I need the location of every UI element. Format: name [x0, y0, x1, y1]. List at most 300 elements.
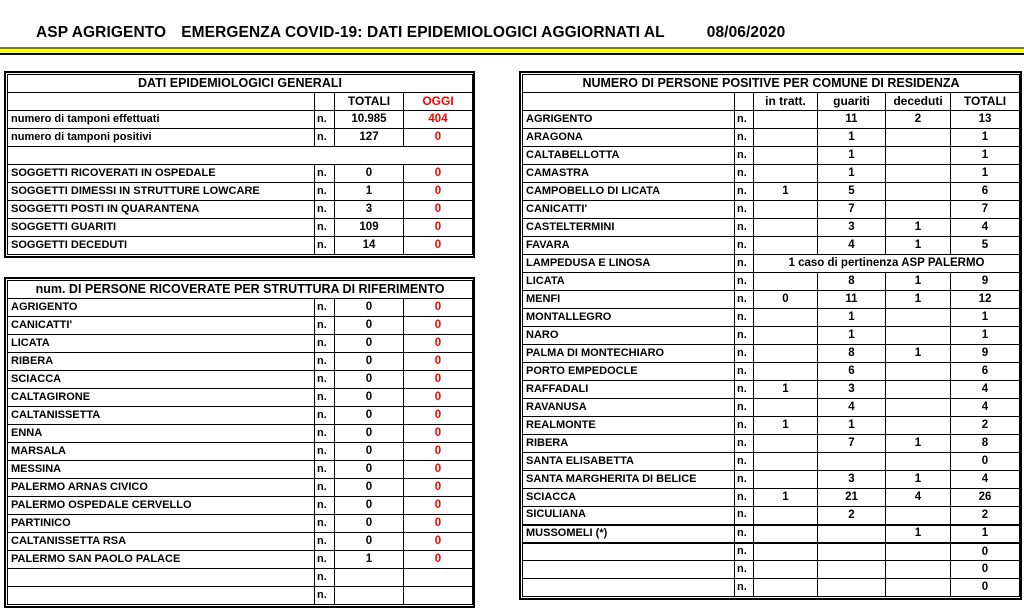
in-tratt-cell: [754, 453, 818, 471]
deceduti-cell: 1: [886, 219, 951, 237]
ricoverate-table-title: num. DI PERSONE RICOVERATE PER STRUTTURA DI RIFERIMENTO: [8, 281, 473, 299]
general-table-grid: [7, 74, 473, 255]
table-row: [8, 165, 473, 183]
totali-cell: 2: [951, 507, 1020, 525]
deceduti-cell: [886, 453, 951, 471]
empty-header-cell: [735, 93, 754, 111]
row-label: MESSINA: [8, 461, 315, 479]
n-cell: n.: [735, 579, 754, 597]
deceduti-cell: [886, 309, 951, 327]
n-cell: n.: [315, 317, 335, 335]
comune-label: SANTA MARGHERITA DI BELICE: [523, 471, 735, 489]
guariti-cell: [818, 579, 886, 597]
deceduti-cell: [886, 183, 951, 201]
comune-label: CAMASTRA: [523, 165, 735, 183]
in-tratt-cell: [754, 471, 818, 489]
deceduti-cell: 1: [886, 435, 951, 453]
ricoverate-table-grid: [7, 280, 473, 605]
n-cell: n.: [735, 471, 754, 489]
comune-label: MONTALLEGRO: [523, 309, 735, 327]
guariti-cell: 3: [818, 219, 886, 237]
totali-cell: 127: [335, 129, 404, 147]
empty-header-cell: [8, 93, 315, 111]
deceduti-cell: 1: [886, 291, 951, 309]
table-row: [523, 327, 1020, 345]
in-tratt-cell: [754, 399, 818, 417]
n-cell: n.: [315, 389, 335, 407]
totali-column-header: TOTALI: [951, 93, 1020, 111]
n-cell: n.: [315, 353, 335, 371]
in-tratt-cell: [754, 165, 818, 183]
table-row: [523, 543, 1020, 561]
table-row: [8, 479, 473, 497]
note-span-cell: 1 caso di pertinenza ASP PALERMO: [754, 255, 1020, 273]
oggi-cell: 0: [404, 201, 473, 219]
totali-cell: 0: [335, 425, 404, 443]
table-row: [523, 219, 1020, 237]
totali-cell: 0: [951, 561, 1020, 579]
guariti-cell: 1: [818, 309, 886, 327]
table-row: [523, 183, 1020, 201]
oggi-column-header: OGGI: [404, 93, 473, 111]
guariti-cell: 5: [818, 183, 886, 201]
oggi-cell: 0: [404, 551, 473, 569]
row-label: CALTANISSETTA: [8, 407, 315, 425]
row-label: RIBERA: [8, 353, 315, 371]
totali-cell: 1: [335, 551, 404, 569]
n-cell: n.: [735, 345, 754, 363]
table-row: [8, 497, 473, 515]
guariti-cell: 3: [818, 471, 886, 489]
totali-cell: 0: [335, 533, 404, 551]
totali-cell: 6: [951, 183, 1020, 201]
deceduti-cell: [886, 381, 951, 399]
totali-cell: 5: [951, 237, 1020, 255]
n-cell: n.: [315, 587, 335, 605]
totali-cell: 0: [335, 479, 404, 497]
comune-label: MUSSOMELI (*): [523, 525, 735, 543]
totali-cell: 9: [951, 273, 1020, 291]
guariti-cell: 8: [818, 273, 886, 291]
n-cell: n.: [735, 489, 754, 507]
totali-cell: 0: [335, 335, 404, 353]
deceduti-cell: [886, 561, 951, 579]
table-row: [8, 183, 473, 201]
table-row: [523, 453, 1020, 471]
table-row: [8, 147, 473, 165]
totali-cell: 1: [951, 525, 1020, 543]
comune-label: LAMPEDUSA E LINOSA: [523, 255, 735, 273]
n-cell: n.: [315, 479, 335, 497]
deceduti-cell: [886, 147, 951, 165]
totali-cell: 0: [335, 165, 404, 183]
table-row: [523, 345, 1020, 363]
oggi-cell: 0: [404, 443, 473, 461]
n-cell: n.: [735, 399, 754, 417]
comune-label: CALTABELLOTTA: [523, 147, 735, 165]
row-label: MARSALA: [8, 443, 315, 461]
totali-cell: 0: [335, 407, 404, 425]
totali-column-header: TOTALI: [335, 93, 404, 111]
comune-label: REALMONTE: [523, 417, 735, 435]
guariti-cell: [818, 561, 886, 579]
comuni-table-grid: [522, 74, 1020, 597]
in-tratt-cell: [754, 237, 818, 255]
n-cell: n.: [735, 291, 754, 309]
table-row: [523, 363, 1020, 381]
deceduti-cell: [886, 165, 951, 183]
deceduti-column-header: deceduti: [886, 93, 951, 111]
n-cell: n.: [315, 551, 335, 569]
in-tratt-cell: [754, 561, 818, 579]
row-label: numero di tamponi positivi: [8, 129, 315, 147]
oggi-cell: 0: [404, 533, 473, 551]
deceduti-cell: [886, 363, 951, 381]
table-row: [523, 381, 1020, 399]
table-row: [8, 533, 473, 551]
totali-cell: 14: [335, 237, 404, 255]
in-tratt-cell: 1: [754, 381, 818, 399]
n-cell: n.: [735, 525, 754, 543]
totali-cell: 1: [335, 183, 404, 201]
blank-row-cell: [8, 147, 473, 165]
row-label: ENNA: [8, 425, 315, 443]
totali-cell: 4: [951, 471, 1020, 489]
table-row: [8, 237, 473, 255]
table-row: [523, 237, 1020, 255]
table-row: [523, 147, 1020, 165]
table-row: [523, 489, 1020, 507]
guariti-cell: [818, 543, 886, 561]
table-row: [8, 461, 473, 479]
totali-cell: 1: [951, 129, 1020, 147]
table-row: [523, 111, 1020, 129]
guariti-cell: 11: [818, 111, 886, 129]
n-cell: n.: [735, 435, 754, 453]
row-label: SCIACCA: [8, 371, 315, 389]
row-label: PALERMO OSPEDALE CERVELLO: [8, 497, 315, 515]
n-cell: n.: [315, 461, 335, 479]
general-table: [4, 71, 475, 258]
n-cell: n.: [735, 111, 754, 129]
in-tratt-cell: 1: [754, 183, 818, 201]
general-table-title: DATI EPIDEMIOLOGICI GENERALI: [8, 75, 473, 93]
oggi-cell: 0: [404, 219, 473, 237]
oggi-cell: 0: [404, 299, 473, 317]
table-row: [523, 435, 1020, 453]
n-cell: n.: [735, 183, 754, 201]
oggi-cell: [404, 569, 473, 587]
oggi-cell: 0: [404, 183, 473, 201]
deceduti-cell: [886, 543, 951, 561]
n-cell: n.: [735, 561, 754, 579]
comune-label: RAFFADALI: [523, 381, 735, 399]
table-row: [523, 129, 1020, 147]
totali-cell: 1: [951, 327, 1020, 345]
totali-cell: 10.985: [335, 111, 404, 129]
table-row: [8, 425, 473, 443]
n-cell: n.: [735, 363, 754, 381]
n-cell: n.: [735, 543, 754, 561]
guariti-cell: 7: [818, 435, 886, 453]
comune-label: RAVANUSA: [523, 399, 735, 417]
totali-cell: 13: [951, 111, 1020, 129]
row-label: PARTINICO: [8, 515, 315, 533]
row-label: SOGGETTI RICOVERATI IN OSPEDALE: [8, 165, 315, 183]
n-cell: n.: [735, 255, 754, 273]
n-cell: n.: [315, 425, 335, 443]
empty-header-cell: [315, 93, 335, 111]
guariti-cell: 7: [818, 201, 886, 219]
totali-cell: 0: [335, 371, 404, 389]
n-cell: n.: [315, 299, 335, 317]
n-cell: n.: [315, 183, 335, 201]
n-cell: n.: [315, 533, 335, 551]
table-row: [8, 389, 473, 407]
comune-label: PORTO EMPEDOCLE: [523, 363, 735, 381]
n-cell: n.: [315, 515, 335, 533]
table-row: [8, 443, 473, 461]
comune-label: [523, 543, 735, 561]
totali-cell: 2: [951, 417, 1020, 435]
n-cell: n.: [735, 237, 754, 255]
deceduti-cell: 1: [886, 345, 951, 363]
guariti-cell: 4: [818, 237, 886, 255]
table-row: [523, 471, 1020, 489]
oggi-cell: 0: [404, 165, 473, 183]
in-tratt-cell: [754, 111, 818, 129]
row-label: [8, 587, 315, 605]
totali-cell: 0: [951, 453, 1020, 471]
totali-cell: 3: [335, 201, 404, 219]
comune-label: CASTELTERMINI: [523, 219, 735, 237]
deceduti-cell: [886, 507, 951, 525]
row-label: LICATA: [8, 335, 315, 353]
report-date: 08/06/2020: [706, 24, 786, 41]
table-row: [523, 273, 1020, 291]
totali-cell: 109: [335, 219, 404, 237]
n-cell: n.: [735, 201, 754, 219]
totali-cell: 0: [335, 515, 404, 533]
oggi-cell: 0: [404, 317, 473, 335]
guariti-cell: [818, 453, 886, 471]
comune-label: SANTA ELISABETTA: [523, 453, 735, 471]
deceduti-cell: 1: [886, 273, 951, 291]
row-label: SOGGETTI GUARITI: [8, 219, 315, 237]
in-tratt-cell: [754, 147, 818, 165]
n-cell: n.: [735, 129, 754, 147]
totali-cell: 4: [951, 219, 1020, 237]
n-cell: n.: [735, 147, 754, 165]
comuni-table: [519, 71, 1022, 600]
deceduti-cell: [886, 327, 951, 345]
oggi-cell: 0: [404, 425, 473, 443]
guariti-cell: 6: [818, 363, 886, 381]
totali-cell: [335, 587, 404, 605]
deceduti-cell: 1: [886, 525, 951, 543]
in-tratt-cell: 1: [754, 417, 818, 435]
totali-cell: 0: [335, 497, 404, 515]
row-label: [8, 569, 315, 587]
totali-cell: 0: [335, 389, 404, 407]
in-tratt-cell: 1: [754, 489, 818, 507]
table-row: [8, 335, 473, 353]
comune-label: CANICATTI': [523, 201, 735, 219]
oggi-cell: 404: [404, 111, 473, 129]
in-tratt-cell: [754, 273, 818, 291]
oggi-cell: 0: [404, 461, 473, 479]
guariti-cell: 2: [818, 507, 886, 525]
guariti-cell: 1: [818, 327, 886, 345]
table-row: [523, 291, 1020, 309]
totali-cell: 9: [951, 345, 1020, 363]
row-label: SOGGETTI POSTI IN QUARANTENA: [8, 201, 315, 219]
n-cell: n.: [315, 407, 335, 425]
deceduti-cell: [886, 129, 951, 147]
table-row: [8, 353, 473, 371]
guariti-cell: 11: [818, 291, 886, 309]
comune-label: CAMPOBELLO DI LICATA: [523, 183, 735, 201]
table-row: [523, 579, 1020, 597]
totali-cell: 1: [951, 147, 1020, 165]
in-tratt-cell: [754, 345, 818, 363]
row-label: CALTAGIRONE: [8, 389, 315, 407]
n-cell: n.: [735, 309, 754, 327]
totali-cell: 6: [951, 363, 1020, 381]
n-cell: n.: [735, 327, 754, 345]
n-cell: n.: [735, 165, 754, 183]
in-tratt-cell: [754, 327, 818, 345]
n-cell: n.: [315, 371, 335, 389]
comune-label: MENFI: [523, 291, 735, 309]
n-cell: n.: [735, 417, 754, 435]
row-label: PALERMO SAN PAOLO PALACE: [8, 551, 315, 569]
oggi-cell: 0: [404, 389, 473, 407]
comune-label: FAVARA: [523, 237, 735, 255]
n-cell: n.: [735, 219, 754, 237]
page-subtitle: EMERGENZA COVID-19: DATI EPIDEMIOLOGICI AGGIORNATI AL: [181, 24, 665, 41]
n-cell: n.: [315, 237, 335, 255]
oggi-cell: 0: [404, 353, 473, 371]
totali-cell: 26: [951, 489, 1020, 507]
in-tratt-column-header: in tratt.: [754, 93, 818, 111]
empty-header-cell: [523, 93, 735, 111]
totali-cell: 8: [951, 435, 1020, 453]
table-title-row: [8, 75, 473, 93]
in-tratt-cell: [754, 309, 818, 327]
n-cell: n.: [735, 507, 754, 525]
comune-label: ARAGONA: [523, 129, 735, 147]
table-row: [8, 569, 473, 587]
org-name: ASP AGRIGENTO: [36, 24, 167, 41]
totali-cell: 0: [335, 353, 404, 371]
n-cell: n.: [315, 497, 335, 515]
table-row: [523, 561, 1020, 579]
in-tratt-cell: [754, 543, 818, 561]
deceduti-cell: 1: [886, 237, 951, 255]
in-tratt-cell: [754, 525, 818, 543]
oggi-cell: 0: [404, 407, 473, 425]
table-row: [523, 399, 1020, 417]
row-label: CANICATTI': [8, 317, 315, 335]
row-label: AGRIGENTO: [8, 299, 315, 317]
guariti-cell: [818, 525, 886, 543]
table-row: [523, 309, 1020, 327]
guariti-cell: 1: [818, 129, 886, 147]
n-cell: n.: [315, 111, 335, 129]
deceduti-cell: 2: [886, 111, 951, 129]
n-cell: n.: [315, 443, 335, 461]
in-tratt-cell: [754, 579, 818, 597]
table-row: [8, 111, 473, 129]
table-row: [523, 417, 1020, 435]
table-row: [8, 515, 473, 533]
table-row: [8, 317, 473, 335]
in-tratt-cell: [754, 435, 818, 453]
table-row: [8, 201, 473, 219]
n-cell: n.: [735, 453, 754, 471]
comune-label: [523, 579, 735, 597]
totali-cell: 0: [951, 579, 1020, 597]
guariti-cell: 3: [818, 381, 886, 399]
table-row: [8, 299, 473, 317]
table-row: [8, 129, 473, 147]
in-tratt-cell: [754, 219, 818, 237]
in-tratt-cell: 0: [754, 291, 818, 309]
oggi-cell: 0: [404, 515, 473, 533]
n-cell: n.: [315, 335, 335, 353]
totali-cell: 0: [335, 461, 404, 479]
in-tratt-cell: [754, 507, 818, 525]
totali-cell: 12: [951, 291, 1020, 309]
deceduti-cell: [886, 201, 951, 219]
deceduti-cell: [886, 579, 951, 597]
table-row: [523, 165, 1020, 183]
n-cell: n.: [315, 219, 335, 237]
comune-label: LICATA: [523, 273, 735, 291]
oggi-cell: 0: [404, 479, 473, 497]
comune-label: [523, 561, 735, 579]
table-header-row: [8, 93, 473, 111]
deceduti-cell: [886, 417, 951, 435]
table-title-row: [8, 281, 473, 299]
comune-label: AGRIGENTO: [523, 111, 735, 129]
comune-label: SCIACCA: [523, 489, 735, 507]
row-label: SOGGETTI DECEDUTI: [8, 237, 315, 255]
totali-cell: [335, 569, 404, 587]
table-title-row: [523, 75, 1020, 93]
oggi-cell: 0: [404, 497, 473, 515]
totali-cell: 0: [335, 317, 404, 335]
totali-cell: 4: [951, 399, 1020, 417]
table-row: [8, 219, 473, 237]
table-header-row: [523, 93, 1020, 111]
oggi-cell: 0: [404, 129, 473, 147]
in-tratt-cell: [754, 363, 818, 381]
deceduti-cell: 4: [886, 489, 951, 507]
n-cell: n.: [315, 201, 335, 219]
page-title: [36, 24, 785, 42]
comuni-table-title: NUMERO DI PERSONE POSITIVE PER COMUNE DI RESIDENZA: [523, 75, 1020, 93]
table-row: [8, 371, 473, 389]
row-label: PALERMO ARNAS CIVICO: [8, 479, 315, 497]
table-row: [523, 255, 1020, 273]
n-cell: n.: [735, 273, 754, 291]
ricoverate-table: [4, 277, 475, 608]
guariti-cell: 1: [818, 147, 886, 165]
guariti-cell: 8: [818, 345, 886, 363]
n-cell: n.: [315, 569, 335, 587]
